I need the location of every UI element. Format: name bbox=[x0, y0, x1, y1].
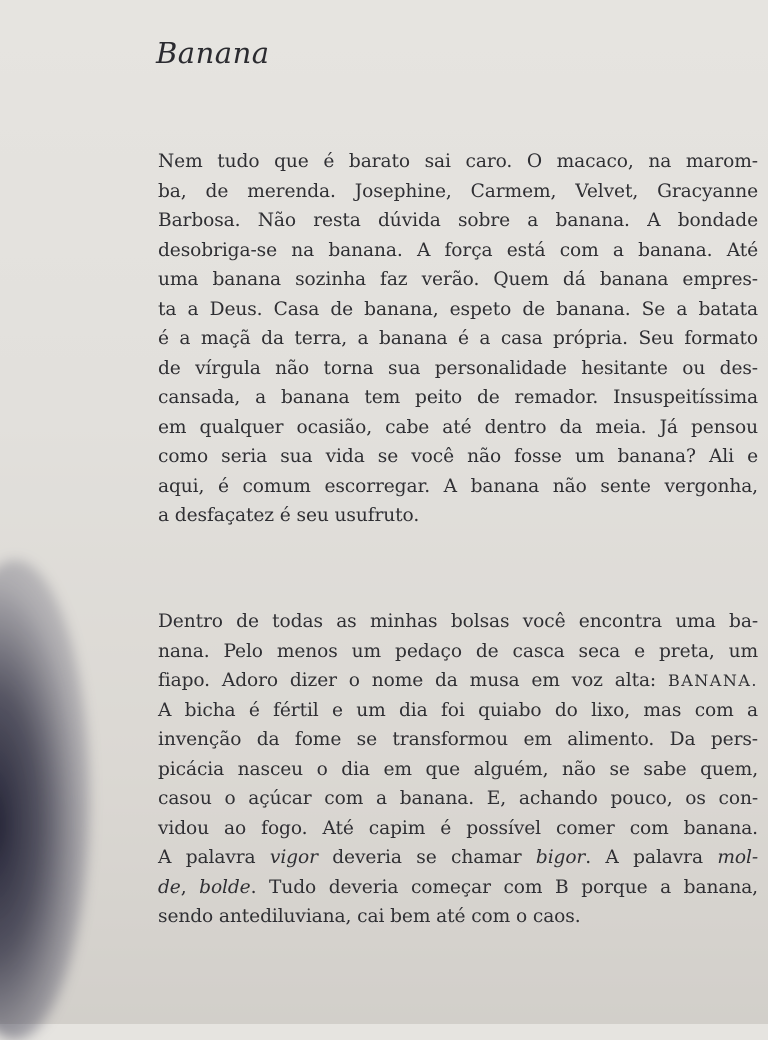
text-segment: . A palavra bbox=[585, 847, 718, 868]
paragraph-1 bbox=[158, 147, 758, 531]
text-line: sendo antediluviana, cai bem até com o caos. bbox=[158, 906, 581, 927]
text-line: é a maçã da terra, a banana é a casa própria. Seu formato bbox=[158, 328, 758, 349]
italic-word: mol- bbox=[717, 847, 759, 868]
text-line: a desfaçatez é seu usufruto. bbox=[158, 505, 420, 526]
text-line: A bicha é fértil e um dia foi quiabo do lixo, mas com a bbox=[158, 699, 758, 721]
text-line bbox=[158, 666, 758, 696]
text-line: invenção da fome se transformou em alimento. Da pers- bbox=[158, 729, 758, 750]
text-line bbox=[158, 873, 758, 903]
text-line: picácia nasceu o dia em que alguém, não se sabe quem, bbox=[158, 758, 758, 780]
text-line bbox=[158, 843, 758, 873]
text-line: desobriga-se na banana. A força está com a banana. Até bbox=[158, 239, 758, 261]
text-line: nana. Pelo menos um pedaço de casca seca e preta, um bbox=[158, 640, 758, 662]
text-line: como seria sua vida se você não fosse um banana? Ali e bbox=[158, 446, 758, 467]
text-line: aqui, é comum escorregar. A banana não sente vergonha, bbox=[158, 475, 758, 497]
text-segment: . Tudo deveria começar com B porque a banana, bbox=[250, 876, 758, 898]
text-line: Dentro de todas as minhas bolsas você encontra uma ba- bbox=[158, 611, 758, 632]
text-line: de vírgula não torna sua personalidade hesitante ou des- bbox=[158, 357, 758, 379]
text-line: Nem tudo que é barato sai caro. O macaco, na marom- bbox=[158, 151, 758, 172]
page-title: Banana bbox=[156, 36, 270, 70]
italic-word: bigor bbox=[535, 847, 586, 868]
paragraph-2 bbox=[158, 607, 758, 932]
text-line: ta a Deus. Casa de banana, espeto de banana. Se a batata bbox=[158, 298, 758, 320]
text-segment: , bbox=[180, 876, 200, 898]
text-line: cansada, a banana tem peito de remador. Insuspeitíssima bbox=[158, 387, 758, 408]
italic-word: vigor bbox=[269, 847, 318, 868]
text-line: casou o açúcar com a banana. E, achando pouco, os con- bbox=[158, 788, 758, 809]
text-line: vidou ao fogo. Até capim é possível comer com banana. bbox=[158, 817, 758, 839]
text-line: uma banana sozinha faz verão. Quem dá banana empres- bbox=[158, 269, 758, 290]
text-segment: A palavra bbox=[158, 847, 270, 868]
text-line: em qualquer ocasião, cabe até dentro da meia. Já pensou bbox=[158, 416, 758, 438]
text-line: Barbosa. Não resta dúvida sobre a banana. A bondade bbox=[158, 210, 758, 231]
text-segment: fiapo. Adoro dizer o nome da musa em voz alta: bbox=[158, 670, 668, 691]
finger-shadow bbox=[0, 560, 90, 1040]
italic-word: bolde bbox=[199, 876, 251, 898]
italic-word: de bbox=[158, 876, 181, 898]
text-line: ba, de merenda. Josephine, Carmem, Velvet, Gracyanne bbox=[158, 180, 758, 202]
small-caps-word: BANANA. bbox=[667, 671, 758, 690]
text-segment: deveria se chamar bbox=[317, 847, 536, 868]
